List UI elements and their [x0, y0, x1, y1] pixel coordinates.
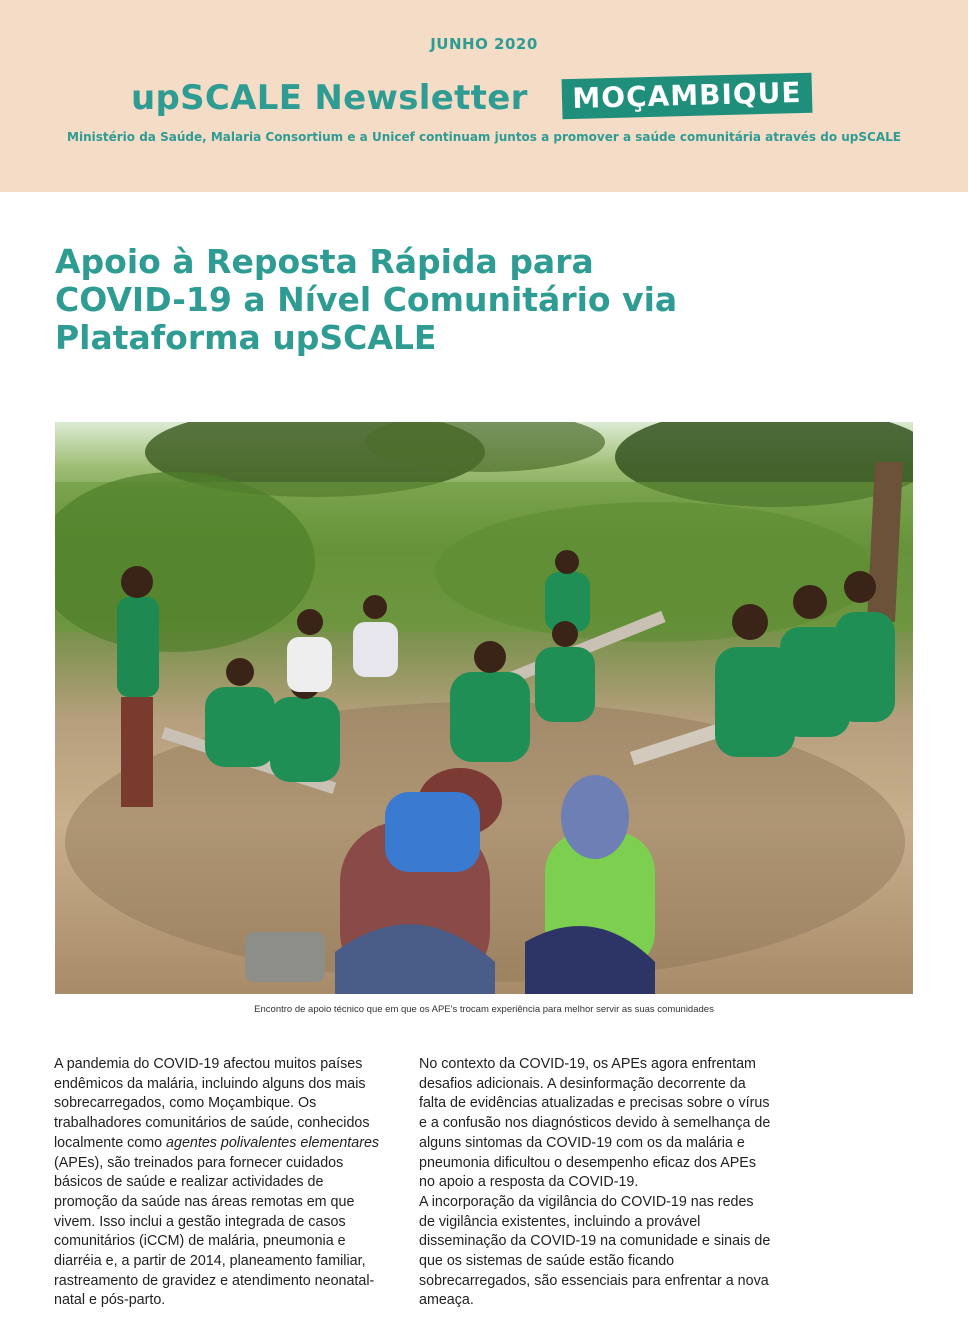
issue-date: JUNHO 2020: [430, 35, 538, 53]
body-text: (APEs), são treinados para fornecer cuidados básicos de saúde e realizar actividades de promoção da saúde nas áreas remotas em que vivem. Isso inclui a gestão integrada de casos comunitários (iCCM) de malária, pneumonia e diarréia e, a partir de 2014, planeamento familiar, rastreamento de gravidez e atendimento neonatal- natal e pós-parto.: [54, 1154, 375, 1309]
body-text: A pandemia do COVID-19 afectou muitos países endêmicos da malária, incluindo alguns dos mais sobrecarregados, como Moçambique. Os trabalhadores comunitários de saúde, conhecidos localmente como: [54, 1056, 370, 1151]
article-headline: [55, 243, 775, 357]
article-photo: [55, 422, 913, 994]
photo-caption: Encontro de apoio técnico que em que os APE's trocam experiência para melhor servir as suas comunidades: [254, 1004, 714, 1015]
body-emphasis: agentes polivalentes elementares: [166, 1134, 380, 1151]
article-column-right: [419, 1055, 771, 1311]
photo-illustration: [55, 422, 913, 994]
headline-line: Plataforma upSCALE: [55, 318, 437, 357]
country-badge: MOÇAMBIQUE: [562, 73, 813, 120]
newsletter-header: [0, 0, 968, 192]
headline-line: COVID-19 a Nível Comunitário via: [55, 280, 678, 319]
headline-line: Apoio à Reposta Rápida para: [55, 242, 594, 281]
body-paragraph: A incorporação da vigilância do COVID-19 nas redes de vigilância existentes, incluindo a provável disseminação da COVID-19 na comunidade e sinais de que os sistemas de saúde estão ficando sobrecarregados, são essenciais para enfrentar a nova ameaça.: [419, 1193, 771, 1309]
body-paragraph: No contexto da COVID-19, os APEs agora enfrentam desafios adicionais. A desinformação decorrente da falta de evidências atualizadas e precisas sobre o vírus e a confusão nos diagnósticos devido à semelhança de alguns sintomas da COVID-19 com os da malária e pneumonia dificultou o desempenho eficaz dos APEs no apoio a resposta da COVID-19.: [419, 1056, 771, 1191]
article-column-left: [54, 1055, 384, 1311]
header-tagline: Ministério da Saúde, Malaria Consortium e a Unicef continuam juntos a promover a saúde comunitária através do upSCALE: [67, 130, 901, 144]
newsletter-title: upSCALE Newsletter: [131, 78, 528, 118]
